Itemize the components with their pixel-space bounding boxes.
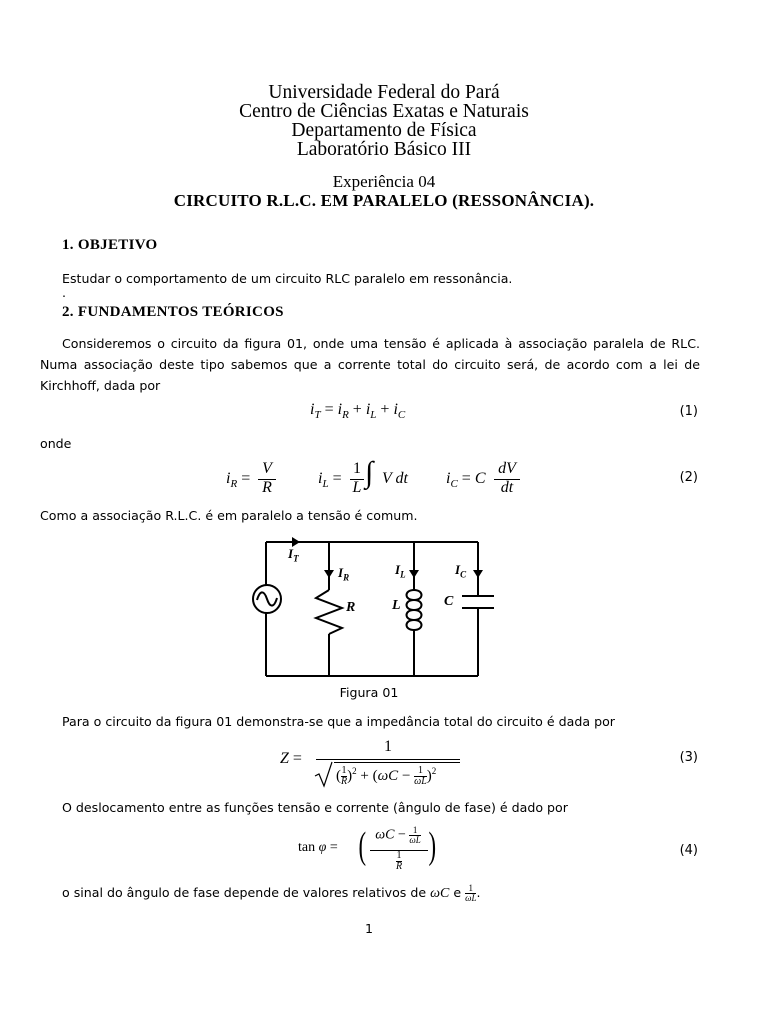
document-title: CIRCUITO R.L.C. EM PARALELO (RESSONÂNCIA). bbox=[173, 191, 595, 210]
equation-3-number: (3) bbox=[679, 750, 698, 765]
sine-wave-icon bbox=[257, 592, 277, 605]
equation-4-number: (4) bbox=[679, 843, 698, 858]
sign-text: o sinal do ângulo de fase depende de valores relativos de ωC e 1 ωL. bbox=[62, 883, 481, 903]
laboratory-name: Laboratório Básico III bbox=[296, 139, 472, 160]
label-r: R bbox=[346, 600, 356, 615]
label-c: C bbox=[444, 594, 454, 609]
center-name: Centro de Ciências Exatas e Naturais bbox=[239, 101, 529, 122]
university-name: Universidade Federal do Pará bbox=[268, 82, 500, 103]
equation-2: $i_R$ = V R $i_L$ = 1 L ∫ V dt $i_C = C$ dV dt bbox=[226, 460, 526, 500]
experiment-number: Experiência 04 bbox=[332, 172, 436, 191]
section-theory-heading: 2. FUNDAMENTOS TEÓRICOS bbox=[62, 304, 284, 320]
theory-intro-paragraph: Consideremos o circuito da figura 01, onde uma tensão é aplicada à associação paralela de RLC. Numa associação deste tipo sabemos que a corrente total do circuito será, de acordo com a lei de Kirchhoff, dada por bbox=[40, 336, 700, 393]
equation-2-number: (2) bbox=[679, 470, 698, 485]
resistor-symbol bbox=[316, 590, 342, 634]
section-objective-heading: 1. OBJETIVO bbox=[62, 237, 158, 253]
stray-dot: . bbox=[62, 285, 67, 300]
sqrt-sign bbox=[314, 760, 334, 788]
department-name: Departamento de Física bbox=[291, 120, 477, 141]
figure-caption: Figura 01 bbox=[339, 685, 399, 700]
phase-text: O deslocamento entre as funções tensão e corrente (ângulo de fase) é dado por bbox=[62, 800, 568, 815]
equation-4: tan φ = ( ωC − 1 ωL 1 R ) bbox=[298, 825, 437, 872]
inductor-coil-symbol bbox=[407, 590, 422, 630]
equation-1: $i_T = i_R + i_L + i_C$ bbox=[310, 401, 406, 422]
parallel-voltage-text: Como a associação R.L.C. é em paralelo a tensão é comum. bbox=[40, 508, 418, 523]
label-it: $I_T$ bbox=[288, 546, 299, 564]
equation-3: Z = 1 (1 R)$^2$ + (ωC − 1 ωL)$^2$ bbox=[280, 738, 470, 790]
label-il: $I_L$ bbox=[395, 562, 406, 580]
il-arrow-icon bbox=[409, 570, 419, 578]
label-ir: $I_R$ bbox=[338, 565, 350, 583]
label-l: L bbox=[392, 598, 401, 613]
equation-1-number: (1) bbox=[679, 404, 698, 419]
objective-text: Estudar o comportamento de um circuito RLC paralelo em ressonância. bbox=[62, 271, 513, 286]
ic-arrow-icon bbox=[473, 570, 483, 578]
ir-arrow-icon bbox=[324, 570, 334, 578]
impedance-text: Para o circuito da figura 01 demonstra-se que a impedância total do circuito é dada por bbox=[62, 714, 615, 729]
page-number: 1 bbox=[364, 921, 373, 936]
label-ic: $I_C$ bbox=[455, 562, 467, 580]
onde-text: onde bbox=[40, 436, 72, 451]
